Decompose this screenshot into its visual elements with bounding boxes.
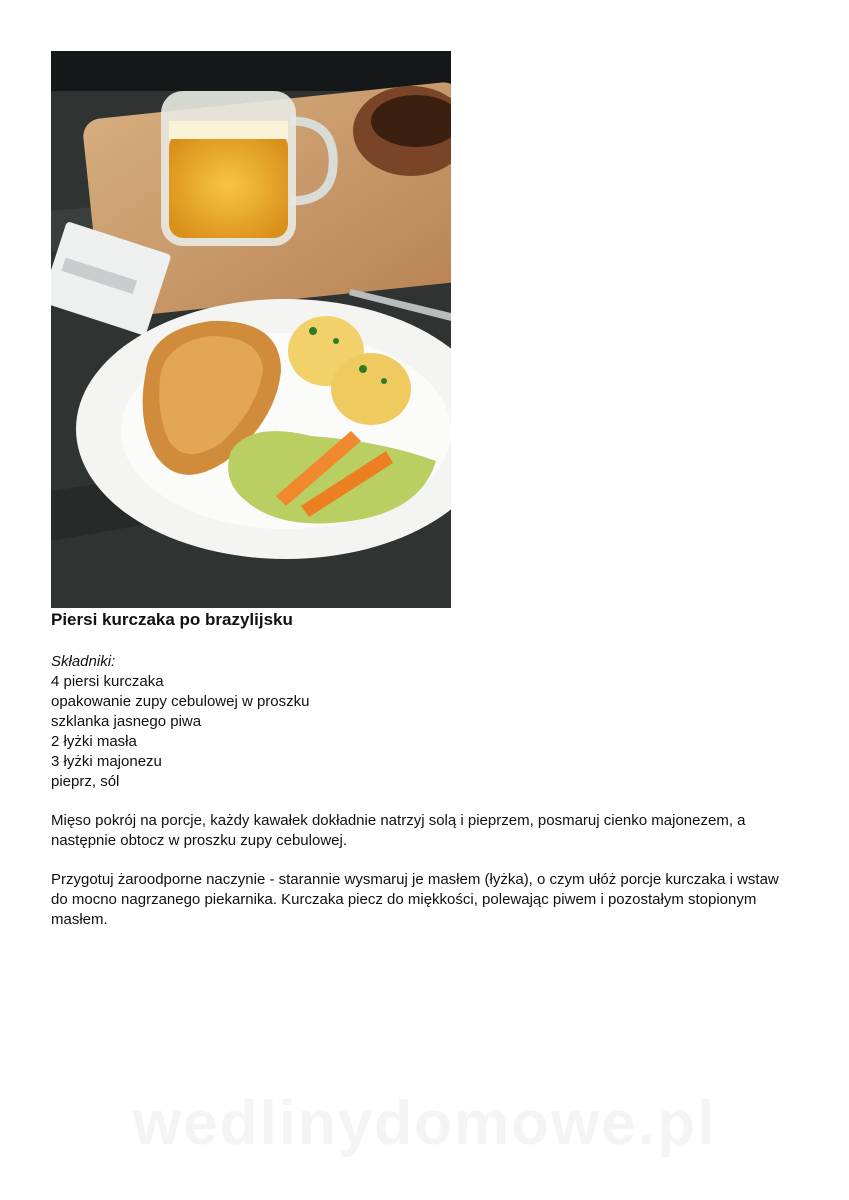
ingredients-list (51, 672, 309, 792)
recipe-title: Piersi kurczaka po brazylijsku (51, 610, 293, 629)
ingredients-section (51, 652, 309, 792)
watermark: wedlinydomowe.pl (132, 1089, 717, 1158)
recipe-photo (51, 51, 451, 608)
instruction-paragraph: Mięso pokrój na porcje, każdy kawałek dokładnie natrzyj solą i pieprzem, posmaruj cienko majonezem, a następnie obtocz w proszku zupy cebulowej. (51, 812, 746, 849)
ingredient-item: pieprz, sól (51, 773, 120, 790)
ingredients-label: Składniki: (51, 653, 116, 670)
instruction-paragraph: Przygotuj żaroodporne naczynie - starannie wysmaruj je masłem (łyżka), o czym ułóż porcje kurczaka i wstaw do mocno nagrzanego piekarnika. Kurczaka piecz do miękkości, polewając piwem i pozostałym stopionym masłem. (51, 871, 779, 928)
potato (331, 353, 411, 425)
ingredient-item: opakowanie zupy cebulowej w proszku (51, 693, 310, 710)
ingredient-item: 4 piersi kurczaka (51, 673, 164, 690)
ingredient-item: 2 łyżki masła (51, 733, 137, 750)
ingredient-item: 3 łyżki majonezu (51, 753, 162, 770)
ingredient-item: szklanka jasnego piwa (51, 713, 202, 730)
